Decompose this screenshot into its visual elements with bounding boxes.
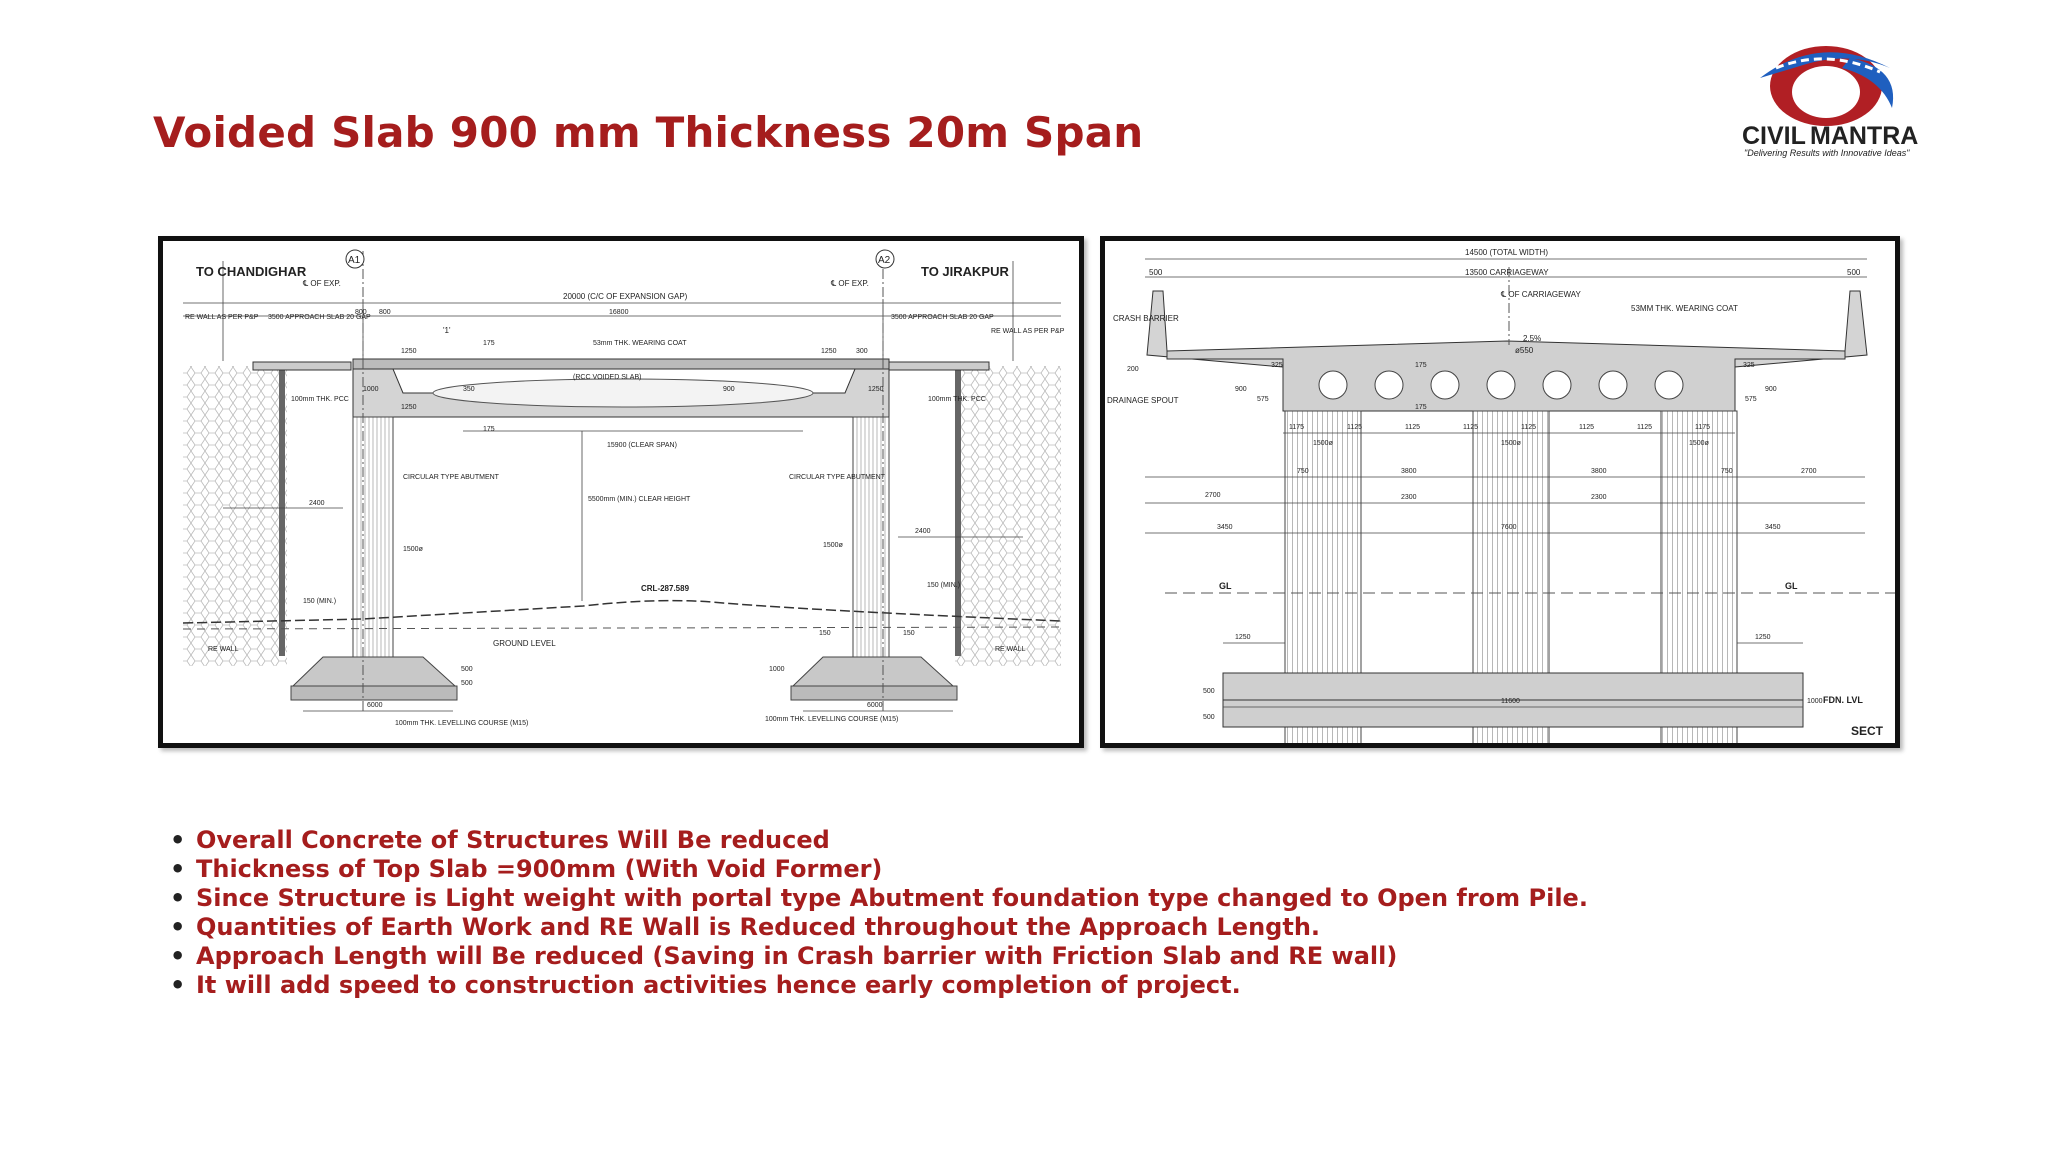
dim-2400-b: 2400: [915, 528, 931, 535]
label-levelling-left: 100mm THK. LEVELLING COURSE (M15): [395, 720, 529, 727]
label-cc-expansion: 20000 (C/C OF EXPANSION GAP): [563, 292, 688, 301]
dim-spacing-4: 1125: [1463, 424, 1479, 431]
benefits-list: [168, 826, 1588, 1000]
dim-spacing-2: 1125: [1347, 424, 1363, 431]
dim-500-b: 500: [461, 680, 473, 687]
dim-1250-l-cs: 1250: [1235, 634, 1251, 641]
dim-2700-r: 2700: [1801, 468, 1817, 475]
label-marker-1: '1': [443, 326, 451, 335]
dim-1250-a: 1250: [401, 348, 417, 355]
list-item: • Thickness of Top Slab =900mm (With Void Former): [168, 855, 1588, 884]
label-min-left: 150 (MIN.): [303, 598, 337, 605]
label-rcc-voided-slab: (RCC VOIDED SLAB): [573, 374, 642, 381]
label-approach-slab-right: 3500 APPROACH SLAB 20 GAP: [891, 314, 994, 321]
label-slope: 2.5%: [1523, 334, 1542, 343]
dim-7600: 7600: [1501, 524, 1517, 531]
label-abutment-type-left: CIRCULAR TYPE ABUTMENT: [403, 474, 499, 481]
label-section: SECT: [1851, 724, 1884, 738]
label-crash-barrier: CRASH BARRIER: [1113, 314, 1179, 323]
logo-brand-mantra: MANTRA: [1810, 122, 1919, 150]
logo-brand-civil: CIVIL: [1742, 122, 1806, 150]
label-a2: A2: [878, 255, 891, 266]
label-ground-level: GROUND LEVEL: [493, 639, 556, 648]
dim-1000-f: 1000: [769, 666, 785, 673]
label-to-chandighar: TO CHANDIGHAR: [196, 264, 307, 279]
label-clear-height: 5500mm (MIN.) CLEAR HEIGHT: [588, 496, 691, 503]
dim-1000: 1000: [363, 386, 379, 393]
dim-900-r: 900: [1765, 386, 1777, 393]
dim-1250-c: 1250: [401, 404, 417, 411]
dim-spacing-1: 1175: [1289, 424, 1305, 431]
dim-2300-a: 2300: [1401, 494, 1417, 501]
pier-dia-2: 1500ø: [1501, 440, 1521, 447]
dim-3450-l: 3450: [1217, 524, 1233, 531]
label-pcc-left: 100mm THK. PCC: [291, 396, 349, 403]
label-approach-slab-left: 3500 APPROACH SLAB 20 GAP: [268, 314, 371, 321]
dim-750-l: 750: [1297, 468, 1309, 475]
logo-tagline: "Delivering Results with Innovative Ideas": [1744, 148, 1910, 158]
pier-dia-1: 1500ø: [1313, 440, 1333, 447]
label-total-width: 14500 (TOTAL WIDTH): [1465, 248, 1548, 257]
dim-500-a-cs: 500: [1203, 714, 1215, 721]
dim-spacing-5: 1125: [1521, 424, 1537, 431]
dim-spacing-8: 1175: [1695, 424, 1711, 431]
label-wearing-coat-cs: 53MM THK. WEARING COAT: [1631, 304, 1738, 313]
label-fdn-lvl: FDN. LVL: [1823, 695, 1863, 705]
dim-2300-b: 2300: [1591, 494, 1607, 501]
label-abutment-type-right: CIRCULAR TYPE ABUTMENT: [789, 474, 885, 481]
label-pcc-right: 100mm THK. PCC: [928, 396, 986, 403]
civil-mantra-logo: [1730, 38, 1930, 160]
list-item: • Since Structure is Light weight with portal type Abutment foundation type changed to Open from Pile.: [168, 884, 1588, 913]
label-min-right: 150 (MIN.): [927, 582, 961, 589]
dim-3450-r: 3450: [1765, 524, 1781, 531]
label-gl-right: GL: [1785, 581, 1798, 591]
label-re-wall-left: RE WALL AS PER P&P: [185, 314, 259, 321]
dim-spacing-6: 1125: [1579, 424, 1595, 431]
label-carriageway: 13500 CARRIAGEWAY: [1465, 268, 1549, 277]
dim-325-l: 325: [1271, 362, 1283, 369]
label-gl-left: GL: [1219, 581, 1232, 591]
dim-175-a-cs: 175: [1415, 362, 1427, 369]
dim-1250-b: 1250: [821, 348, 837, 355]
dim-175-b: 175: [483, 426, 495, 433]
dim-6000-a: 6000: [367, 702, 383, 709]
dim-1000-cs: 1000: [1807, 698, 1823, 705]
label-wearing-coat: 53mm THK. WEARING COAT: [593, 340, 687, 347]
longitudinal-section-drawing: [158, 236, 1084, 748]
label-levelling-right: 100mm THK. LEVELLING COURSE (M15): [765, 716, 899, 723]
dim-175-b-cs: 175: [1415, 404, 1427, 411]
label-drainage-spout: DRAINAGE SPOUT: [1107, 396, 1179, 405]
dim-2400-a: 2400: [309, 500, 325, 507]
list-item: • Approach Length will Be reduced (Saving in Crash barrier with Friction Slab and RE wall): [168, 942, 1588, 971]
label-dia-right: 1500ø: [823, 542, 843, 549]
label-cl-carriageway: ℄ OF CARRIAGEWAY: [1501, 290, 1581, 299]
label-a1: A1: [348, 255, 361, 266]
dim-300: 300: [856, 348, 868, 355]
pier-dia-3: 1500ø: [1689, 440, 1709, 447]
dim-150-b: 150: [903, 630, 915, 637]
dim-175-a: 175: [483, 340, 495, 347]
dim-spacing-3: 1125: [1405, 424, 1421, 431]
list-item: • Quantities of Earth Work and RE Wall is Reduced throughout the Approach Length.: [168, 913, 1588, 942]
dim-6000-b: 6000: [867, 702, 883, 709]
label-re-wall-l: RE WALL: [208, 646, 239, 653]
dim-spacing-7: 1125: [1637, 424, 1653, 431]
label-exp-right: ℄ OF EXP.: [831, 279, 869, 288]
dim-750-r: 750: [1721, 468, 1733, 475]
dim-11600: 11600: [1501, 698, 1520, 705]
dim-575-l: 575: [1257, 396, 1269, 403]
logo-emblem: [1730, 38, 1930, 160]
dim-1250-v: 1250: [868, 386, 884, 393]
dim-500-right: 500: [1847, 268, 1861, 277]
label-exp-left: ℄ OF EXP.: [303, 279, 341, 288]
dim-150-a: 150: [819, 630, 831, 637]
label-to-jirakpur: TO JIRAKPUR: [921, 264, 1009, 279]
dim-200: 200: [1127, 366, 1139, 373]
label-dia-left: 1500ø: [403, 546, 423, 553]
dim-900-l: 900: [1235, 386, 1247, 393]
dim-800-b: 800: [379, 309, 391, 316]
label-void-dia: ø550: [1515, 346, 1534, 355]
dim-500-a: 500: [461, 666, 473, 673]
dim-325-r: 325: [1743, 362, 1755, 369]
dim-3800-b: 3800: [1591, 468, 1607, 475]
dim-1250-r-cs: 1250: [1755, 634, 1771, 641]
dim-500-left: 500: [1149, 268, 1163, 277]
dim-575-r: 575: [1745, 396, 1757, 403]
cross-section-drawing: [1100, 236, 1900, 748]
label-clear-span: 15900 (CLEAR SPAN): [607, 442, 677, 449]
dim-3800-a: 3800: [1401, 468, 1417, 475]
list-item: • Overall Concrete of Structures Will Be reduced: [168, 826, 1588, 855]
dim-350: 350: [463, 386, 475, 393]
label-re-wall-r: RE WALL: [995, 646, 1026, 653]
dim-900: 900: [723, 386, 735, 393]
slide-title: Voided Slab 900 mm Thickness 20m Span: [153, 108, 1144, 157]
list-item: • It will add speed to construction activities hence early completion of project.: [168, 971, 1588, 1000]
label-crl: CRL-287.589: [641, 584, 690, 593]
dim-2700-l: 2700: [1205, 492, 1221, 499]
dim-800-a: 800: [355, 309, 367, 316]
dim-500-b-cs: 500: [1203, 688, 1215, 695]
dim-16800: 16800: [609, 309, 629, 316]
label-re-wall-right: RE WALL AS PER P&P: [991, 328, 1065, 335]
